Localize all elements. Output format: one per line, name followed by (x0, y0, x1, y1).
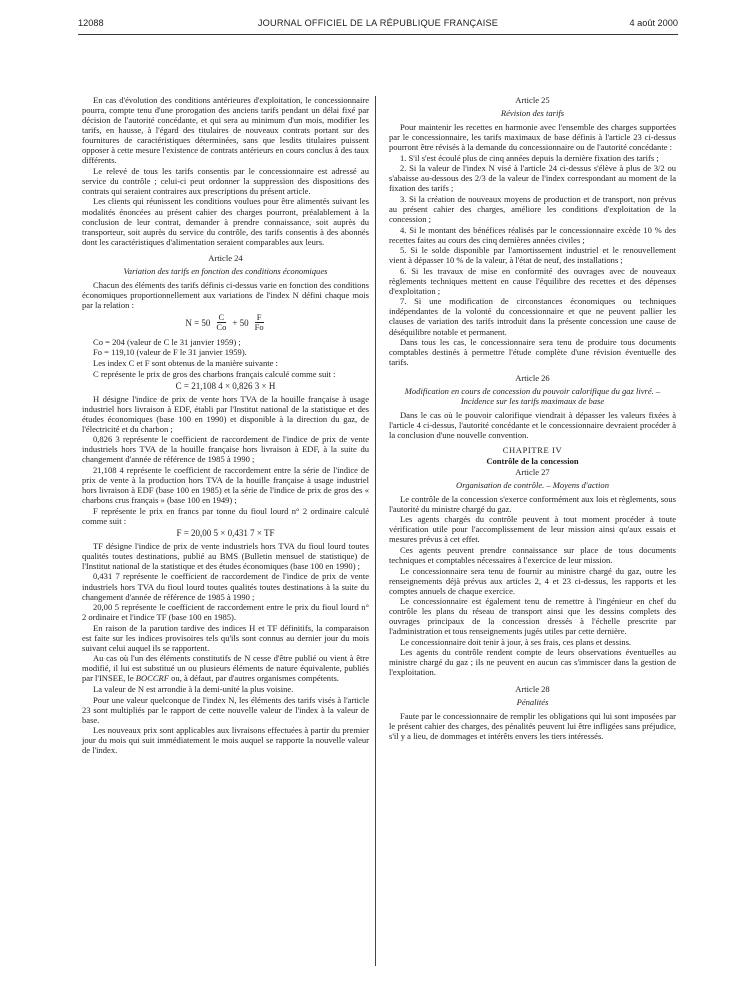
text-run: Au cas où l'un des éléments constitutifs de N cesse d'être publié ou vient à être modifié, il lui est substitué un ou plusieurs éléments de nature équivalente, publiés par l'INSEE, le (82, 653, 369, 684)
article-subtitle: Modification en cours de concession du pouvoir calorifique du gaz livré. – Incidence sur les tarifs maximaux de base (404, 386, 661, 407)
article-heading: Article 25 (515, 95, 550, 105)
paragraph: 2. Si la valeur de l'index N visé à l'article 24 ci-dessus s'élève à plus de 3/2 ou s'abaisse au-dessous des 2/3 de la valeur de l'index correspondant au moment de la fixation des tarifs ; (389, 163, 676, 194)
paragraph: En raison de la parution tardive des indices H et TF définitifs, la comparaison est faite sur les indices provisoires tels qu'ils sont connus au dernier jour du mois suivant celui auquel ils se rapportent. (82, 622, 369, 653)
publication-date: 4 août 2000 (629, 18, 678, 28)
paragraph: Les agents chargés du contrôle peuvent à tout moment procéder à toute vérification utile pour l'accomplissement de leur mission ainsi qu'aux essais et mesures prévus à cet effet. (389, 514, 676, 545)
article-subtitle: Organisation de contrôle. – Moyens d'action (456, 479, 609, 490)
denominator: Co (216, 322, 227, 333)
paragraph: 0,826 3 représente le coefficient de raccordement de l'indice de prix de vente industriels hors TVA de la houille française hors livraison à EDF, à la suite du changement d'année de référence de 1985 à 1990 ; (82, 434, 369, 465)
paragraph: 1. S'il s'est écoulé plus de cinq années depuis la dernière fixation des tarifs ; (400, 152, 659, 163)
paragraph: Le concessionnaire est également tenu de remettre à l'ingénieur en chef du contrôle les plans du réseau de transport ainsi que les dessins complets des ouvrages principaux de la concession dressés à l'échelle prescrite par l'administration et tous renseignements jugés utiles par cette dernière. (389, 596, 676, 637)
fraction-c (214, 313, 228, 333)
paragraph: Faute par le concessionnaire de remplir les obligations qui lui sont imposées par le présent cahier des charges, des pénalités peuvent lui être infligées sans préjudice, s'il y a lieu, de dommages et intérêts envers les tiers intéressés. (389, 710, 676, 741)
paragraph: 7. Si une modification de circonstances économiques ou techniques indépendantes de la volonté du concessionnaire et que ne peuvent pallier les clauses de variation des tarifs introduit dans la présente concession une cause de déséquilibre notable et permanent. (389, 296, 676, 337)
article-heading: Article 27 (515, 466, 550, 477)
column-divider (375, 96, 376, 966)
paragraph: Chacun des éléments des tarifs définis ci-dessus varie en fonction des conditions économiques proportionnellement aux variations de l'index N défini chaque mois par la relation : (82, 279, 369, 310)
paragraph: Pour maintenir les recettes en harmonie avec l'ensemble des charges supportées par le concessionnaire, les tarifs maximaux de base définis à l'article 23 ci-dessus pourront être révisés à la demande du concessionnaire ou de l'autorité concédante : (389, 122, 676, 153)
paragraph: 0,431 7 représente le coefficient de raccordement de l'indice de prix de vente industriels hors TVA du fioul lourd toutes qualités toutes destinations à la suite du changement d'année de référence de 1985 à 1990 ; (82, 571, 369, 602)
paragraph: Pour une valeur quelconque de l'index N, les éléments des tarifs visés à l'article 23 sont multipliés par le rapport de cette nouvelle valeur de l'index à la valeur de base. (82, 694, 369, 725)
formula-lhs: N = 50 (185, 317, 211, 328)
paragraph: 21,108 4 représente le coefficient de raccordement entre la série de l'indice de prix de vente à la production hors TVA de la houille française à usage industriel hors livraison à EDF (base 100 en 1985) et la série de l'indice de prix de gros des « charbons crus français » (base 100 en 1949) ; (82, 465, 369, 506)
formula-plus: + 50 (232, 317, 249, 328)
article-subtitle: Révision des tarifs (500, 108, 565, 119)
paragraph: Les agents du contrôle rendent compte de leurs observations éventuelles au ministre chargé du gaz ; ils ne peuvent en aucun cas s'immiscer dans la gestion de l'exploitation. (389, 647, 676, 678)
paragraph: Dans le cas où le pouvoir calorifique viendrait à dépasser les valeurs fixées à l'article 4 ci-dessus, l'autorité concédante et le concessionnaire devraient procéder à la conclusion d'une nouvelle convention. (389, 410, 676, 441)
article-subtitle: Variation des tarifs en fonction des conditions économiques (123, 265, 328, 276)
chapter-label: CHAPITRE IV (502, 444, 563, 455)
paragraph: F représente le prix en francs par tonne du fioul lourd n° 2 ordinaire calculé comme suit : (82, 505, 369, 526)
right-column (389, 95, 676, 741)
paragraph: C représente le prix de gros des charbons français calculé comme suit : (93, 368, 336, 379)
page-header (78, 18, 678, 32)
journal-title: JOURNAL OFFICIEL DE LA RÉPUBLIQUE FRANÇAISE (257, 18, 499, 28)
paragraph: Le concessionnaire sera tenu de fournir au ministre chargé du gaz, outre les renseignements déjà prévus aux articles 2, 4 et 23 ci-dessus, les rapports et les comptes annuels de chaque exercice. (389, 565, 676, 596)
bulletin-name: BOCCRF (135, 673, 170, 684)
article-heading: Article 28 (515, 683, 550, 694)
paragraph: 6. Si les travaux de mise en conformité des ouvrages avec de nouveaux règlements techniques mettent en cause l'équilibre des recettes et des dépenses d'exploitation ; (389, 265, 676, 296)
paragraph: 20,00 5 représente le coefficient de raccordement entre le prix du fioul lourd n° 2 ordinaire et l'indice TF (base 100 en 1985). (82, 602, 369, 623)
paragraph: Les nouveaux prix sont applicables aux livraisons effectuées à partir du premier jour du mois qui suit immédiatement le mois auquel se rapporte la nouvelle valeur de l'index. (82, 725, 369, 756)
paragraph: 3. Si la création de nouveaux moyens de production et de transport, non prévus au présent cahier des charges, améliore les conditions d'exploitation de la concession ; (389, 193, 676, 225)
chapter-title: Contrôle de la concession (486, 455, 579, 466)
denominator: Fo (254, 322, 264, 333)
paragraph: Les clients qui réunissent les conditions voulues pour être alimentés suivant les modalités énoncées au présent cahier des charges pourront, préalablement à la conclusion de leur contrat, demander à prendre connaissance, soit auprès du transporteur, soit auprès du service du contrôle, des tarifs consentis à des abonnés dont les caractéristiques d'alimentation seraient comparables aux leurs. (82, 196, 369, 247)
equation-f: F = 20,00 5 × 0,431 7 × TF (176, 527, 275, 538)
text-run: ou, à défaut, par d'autres organismes compétents. (169, 673, 339, 684)
paragraph: Le concessionnaire doit tenir à jour, à ses frais, ces plans et dessins. (400, 636, 632, 647)
paragraph: Le relevé de tous les tarifs consentis par le concessionnaire est adressé au service du contrôle ; celui-ci peut ordonner la suppression des dispositions des contrats qui seraient contraires aux prescriptions du présent article. (82, 165, 369, 196)
paragraph: 5. Si le solde disponible par l'amortissement industriel et le renouvellement vient à dépasser 10 % de la valeur, à l'état de neuf, des installations ; (389, 245, 676, 266)
paragraph: Ces agents peuvent prendre connaissance sur place de tous documents techniques et comptables nécessaires à l'exercice de leur mission. (389, 544, 676, 565)
paragraph: Les index C et F sont obtenus de la manière suivante : (93, 358, 278, 369)
article-subtitle: Pénalités (516, 696, 549, 707)
index-formula (82, 313, 369, 333)
equation-c: C = 21,108 4 × 0,826 3 × H (175, 380, 276, 391)
paragraph: Fo = 119,10 (valeur de F le 31 janvier 1959). (93, 347, 247, 358)
paragraph: Le contrôle de la concession s'exerce conformément aux lois et règlements, sous l'autorité du ministre chargé du gaz. (389, 493, 676, 514)
article-heading: Article 24 (208, 252, 243, 263)
numerator: C (218, 311, 225, 322)
numerator: F (256, 311, 262, 322)
paragraph: En cas d'évolution des conditions antérieures d'exploitation, le concessionnaire pourra, compte tenu d'une prorogation des anciens tarifs pendant un délai fixé par décision de l'autorité concédante, et qui sera au minimum d'un mois, modifier les tarifs, en hausse, à l'égard des titulaires de nouveaux contrats portant sur des fournitures de caractéristiques déterminées, sans que lesdits titulaires puissent opposer à cette mesure l'existence de contrats antérieurs en cours conclus à des taux différents. (82, 95, 369, 166)
paragraph: Co = 204 (valeur de C le 31 janvier 1959) ; (93, 336, 241, 347)
paragraph: La valeur de N est arrondie à la demi-unité la plus voisine. (93, 683, 294, 694)
article-heading: Article 26 (515, 373, 550, 384)
fraction-f (253, 313, 266, 333)
left-column (82, 95, 369, 756)
header-rule (78, 34, 678, 35)
paragraph: 4. Si le montant des bénéfices réalisés par le concessionnaire excède 10 % des recettes faites au cours des cinq dernières années civiles ; (389, 224, 676, 245)
paragraph: H désigne l'indice de prix de vente hors TVA de la houille française à usage industriel hors livraison à EDF, établi par l'Institut national de la statistique et des études économiques (base 100 en 1990) et disponible à la direction du gaz, de l'électricité et du charbon ; (82, 393, 369, 434)
paragraph: TF désigne l'indice de prix de vente industriels hors TVA du fioul lourd toutes qualités toutes destinations, publié au BMS (Bulletin mensuel de statistique) de l'Institut national de la statistique et des études économiques (base 100 en 1990) ; (82, 540, 369, 571)
paragraph: Dans tous les cas, le concessionnaire sera tenu de produire tous documents comptables destinés à permettre l'étude complète d'une révision éventuelle des tarifs. (389, 337, 676, 368)
paragraph (82, 653, 369, 683)
page-number: 12088 (78, 18, 104, 28)
